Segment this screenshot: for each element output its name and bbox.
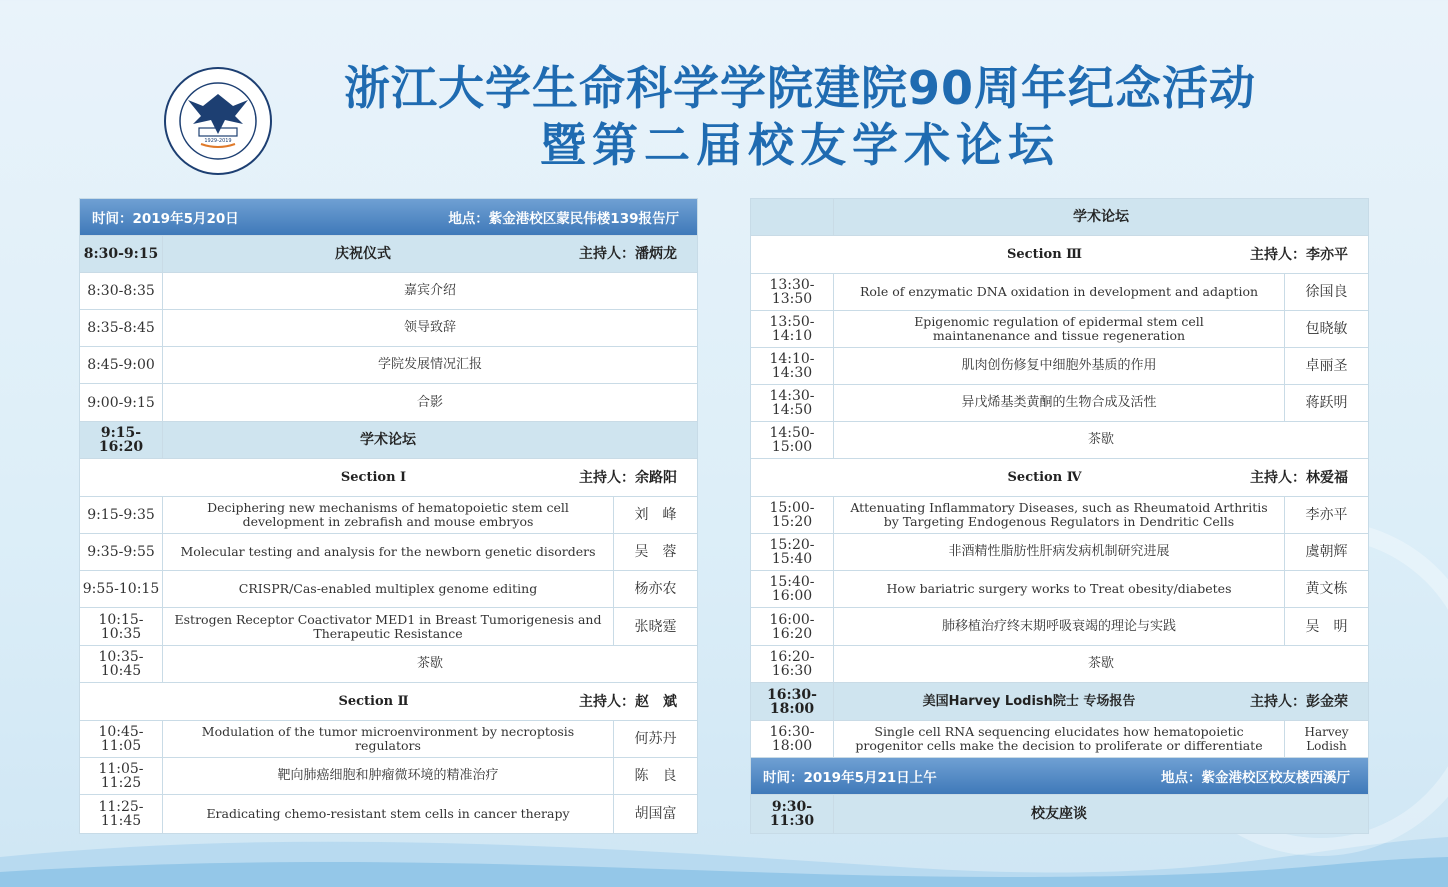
host-label: 主持人：林爱福: [1250, 469, 1348, 486]
talk-title: How bariatric surgery works to Treat obesity/diabetes: [886, 581, 1232, 596]
time-cell: [751, 199, 834, 235]
host-label: 主持人：彭金荣: [1250, 693, 1348, 710]
time-cell: 9:30-11:30: [751, 795, 834, 833]
talk-title: Estrogen Receptor Coactivator MED1 in Breast Tumorigenesis and Therapeutic Resistance: [174, 611, 602, 641]
talk-title: 异戊烯基类黄酮的生物合成及活性: [961, 395, 1157, 410]
talk-title: Eradicating chemo-resistant stem cells in cancer therapy: [206, 806, 570, 821]
table-row: [80, 608, 697, 646]
time-cell: 9:15-9:35: [80, 497, 163, 533]
host-label: 主持人：赵 斌: [579, 693, 677, 710]
table-row: [80, 384, 697, 422]
svg-text:1929-2019: 1929-2019: [204, 138, 232, 144]
speaker-name: 徐国良: [1284, 274, 1368, 310]
table-row: [80, 646, 697, 683]
speaker-name: 吴 蓉: [613, 534, 697, 570]
time-cell: 10:35-10:45: [80, 646, 163, 682]
section-label: Section Ⅲ: [1007, 246, 1082, 262]
time-cell: 8:35-8:45: [80, 310, 163, 346]
day1-venue: 地点：紫金港校区蒙民伟楼139报告厅: [448, 211, 679, 227]
speaker-name: 虞朝辉: [1284, 534, 1368, 570]
time-cell: 9:15-16:20: [80, 422, 163, 458]
section-row: [751, 236, 1368, 274]
speaker-name: 李亦平: [1284, 497, 1368, 533]
time-cell: 8:30-9:15: [80, 236, 163, 272]
table-row: [751, 795, 1368, 833]
session-title: 学术论坛: [360, 432, 416, 448]
session-title: 校友座谈: [1031, 806, 1087, 822]
speaker-name: 何苏丹: [613, 721, 697, 757]
time-cell: 11:05-11:25: [80, 758, 163, 794]
time-cell: 14:50-15:00: [751, 422, 834, 458]
time-cell: 16:00-16:20: [751, 608, 834, 645]
table-row: [751, 497, 1368, 534]
section-label: Section Ⅱ: [338, 693, 409, 709]
section-label: Section Ⅳ: [1007, 469, 1082, 485]
table-row: [751, 385, 1368, 422]
table-row: [751, 311, 1368, 348]
time-cell: 10:15-10:35: [80, 608, 163, 645]
schedule-day1-afternoon-panel: [751, 199, 1368, 833]
speaker-name: 张晓霆: [613, 608, 697, 645]
schedule-day1-panel: [80, 199, 697, 833]
day2-venue: 地点：紫金港校区校友楼西溪厅: [1161, 770, 1350, 786]
host-label: 主持人：余路阳: [579, 469, 677, 486]
talk-title: Single cell RNA sequencing elucidates how hematopoietic progenitor cells make the decision to proliferate or differentiate: [855, 724, 1263, 753]
talk-title: CRISPR/Cas-enabled multiplex genome editing: [238, 581, 538, 596]
break-label: 茶歇: [416, 656, 443, 671]
talk-title: Role of enzymatic DNA oxidation in development and adaption: [859, 284, 1259, 299]
item-title: 嘉宾介绍: [403, 283, 456, 298]
break-label: 茶歇: [1087, 432, 1114, 447]
table-row: [80, 236, 697, 273]
table-row: [80, 795, 697, 833]
table-row: [80, 422, 697, 459]
time-cell: 16:30-18:00: [751, 683, 834, 720]
day1-header: [80, 199, 697, 236]
table-row: [751, 274, 1368, 311]
talk-title: 肺移植治疗终末期呼吸衰竭的理论与实践: [941, 618, 1176, 634]
time-cell: 15:40-16:00: [751, 571, 834, 607]
talk-title: Epigenomic regulation of epidermal stem cell maintanenance and tissue regeneration: [914, 314, 1204, 343]
section-row: [751, 459, 1368, 497]
table-row: [751, 721, 1368, 758]
item-title: 领导致辞: [403, 320, 456, 335]
speaker-name: Harvey Lodish: [1284, 721, 1368, 757]
speaker-name: 胡国富: [613, 795, 697, 833]
host-label: 主持人：李亦平: [1250, 246, 1348, 263]
section-row: [80, 683, 697, 721]
table-row: [751, 646, 1368, 683]
table-row: [80, 347, 697, 384]
day2-date: 时间：2019年5月21日上午: [763, 770, 937, 786]
session-title: 美国Harvey Lodish院士 专场报告: [922, 693, 1136, 709]
time-cell: 8:45-9:00: [80, 347, 163, 383]
time-cell: 16:30-18:00: [751, 721, 834, 757]
talk-title: 非酒精性脂肪性肝病发病机制研究进展: [948, 544, 1170, 559]
table-row: [80, 534, 697, 571]
talk-title: Attenuating Inflammatory Diseases, such as Rheumatoid Arthritis by Targeting Endogenous Regulators in Dendritic Cells: [850, 500, 1268, 529]
session-title: 庆祝仪式: [335, 246, 391, 262]
speaker-name: 杨亦农: [613, 571, 697, 607]
table-row: [751, 608, 1368, 646]
time-cell: 14:10-14:30: [751, 348, 834, 384]
speaker-name: 陈 良: [613, 758, 697, 794]
time-cell: 13:30-13:50: [751, 274, 834, 310]
section-label: Section Ⅰ: [340, 469, 407, 485]
time-cell: 11:25-11:45: [80, 795, 163, 833]
title-line-2: 暨第二届校友学术论坛: [540, 118, 1060, 172]
table-row: [80, 273, 697, 310]
time-cell: 15:20-15:40: [751, 534, 834, 570]
talk-title: 肌肉创伤修复中细胞外基质的作用: [961, 358, 1157, 373]
talk-title: Deciphering new mechanisms of hematopoietic stem cell development in zebrafish and mouse embryos: [207, 500, 569, 529]
table-row: [80, 310, 697, 347]
time-cell: 10:45-11:05: [80, 721, 163, 757]
table-row: [80, 758, 697, 795]
table-row: [751, 422, 1368, 459]
talk-title: Modulation of the tumor microenvironment by necroptosis regulators: [201, 724, 575, 753]
item-title: 合影: [416, 394, 443, 410]
time-cell: 9:00-9:15: [80, 384, 163, 421]
break-label: 茶歇: [1087, 656, 1114, 671]
title-line-1: 浙江大学生命科学学院建院90周年纪念活动: [343, 61, 1256, 115]
table-row: [751, 348, 1368, 385]
speaker-name: 包晓敏: [1284, 311, 1368, 347]
time-cell: 13:50-14:10: [751, 311, 834, 347]
session-title: 学术论坛: [1073, 209, 1129, 225]
time-cell: 9:55-10:15: [80, 571, 163, 607]
table-row: [751, 683, 1368, 721]
section-row: [80, 459, 697, 497]
day1-date: 时间：2019年5月20日: [92, 211, 239, 227]
host-label: 主持人：潘炳龙: [579, 246, 677, 262]
college-logo-icon: [163, 66, 273, 176]
talk-title: 靶向肺癌细胞和肿瘤微环境的精准治疗: [277, 768, 499, 783]
time-cell: 8:30-8:35: [80, 273, 163, 309]
time-cell: 16:20-16:30: [751, 646, 834, 682]
time-cell: 15:00-15:20: [751, 497, 834, 533]
time-cell: 14:30-14:50: [751, 385, 834, 421]
page-title: [300, 60, 1300, 174]
table-row: [80, 571, 697, 608]
table-row: [751, 571, 1368, 608]
speaker-name: 刘 峰: [613, 497, 697, 533]
speaker-name: 吴 明: [1284, 608, 1368, 645]
table-row: [80, 497, 697, 534]
table-row: [751, 534, 1368, 571]
talk-title: Molecular testing and analysis for the newborn genetic disorders: [180, 544, 596, 559]
day2-header: [751, 758, 1368, 795]
table-row: [80, 721, 697, 758]
table-row: [751, 199, 1368, 236]
speaker-name: 黄文栋: [1284, 571, 1368, 607]
speaker-name: 蒋跃明: [1284, 385, 1368, 421]
item-title: 学院发展情况汇报: [377, 357, 482, 372]
time-cell: 9:35-9:55: [80, 534, 163, 570]
speaker-name: 卓丽圣: [1284, 348, 1368, 384]
